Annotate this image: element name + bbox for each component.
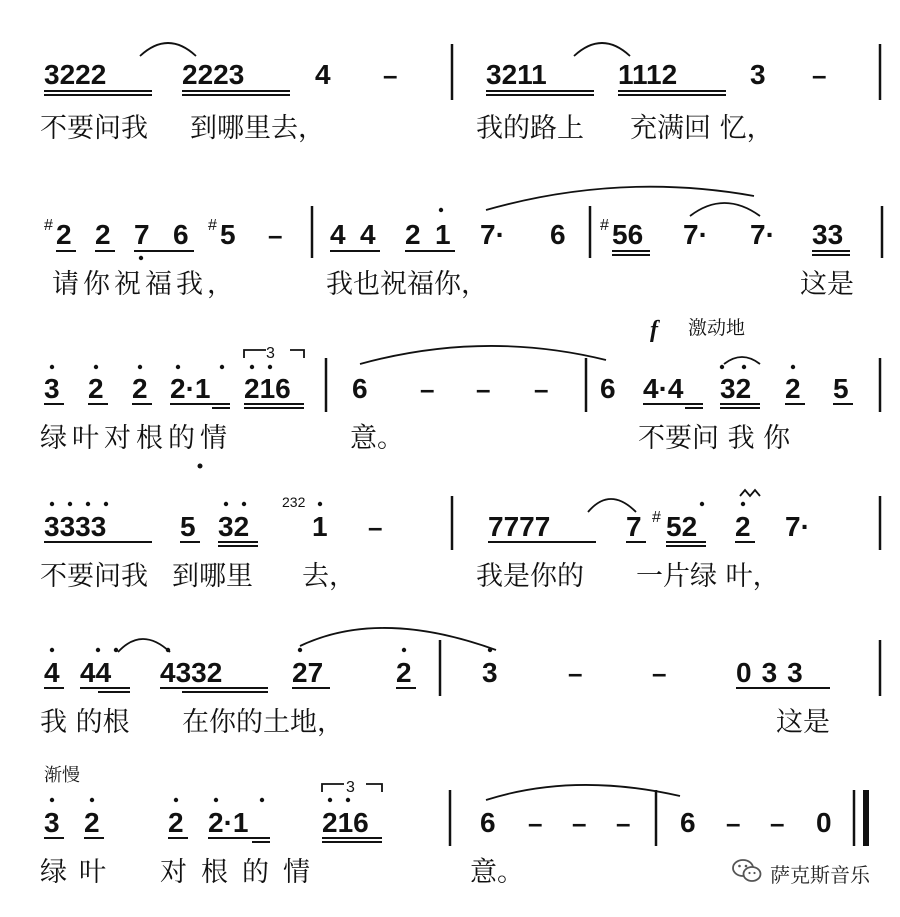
- wechat-icon: [732, 858, 762, 889]
- note: 0: [816, 807, 832, 838]
- mordent: [740, 490, 760, 496]
- dash: –: [572, 808, 587, 838]
- dash: –: [726, 808, 741, 838]
- expression-text: 激动地: [688, 317, 746, 339]
- note-group: 033: [736, 657, 813, 688]
- note: 5: [220, 219, 236, 250]
- lyric: 不要问 我 你: [638, 423, 791, 454]
- lyric: 在你的土地，: [182, 707, 344, 738]
- dash: –: [476, 374, 491, 404]
- slur: [724, 357, 760, 364]
- slur: [486, 187, 754, 210]
- watermark-text: 萨克斯音乐: [770, 863, 870, 887]
- note-group: 4332: [160, 657, 223, 688]
- note: 4: [330, 219, 346, 250]
- triplet-number: 3: [266, 345, 275, 362]
- lyric: 意。: [350, 423, 404, 454]
- sharp: #: [652, 509, 661, 526]
- note-group: 52: [666, 511, 698, 542]
- lyric: 我也祝福你，: [326, 269, 488, 300]
- note-group: 2·1: [170, 373, 211, 404]
- note: 2: [84, 807, 100, 838]
- note-group: 216: [244, 373, 291, 404]
- octave-dot: [214, 798, 218, 802]
- octave-dot: [90, 798, 94, 802]
- lyrics-row-5: [0, 706, 900, 740]
- note: 1: [312, 511, 328, 542]
- note: 1: [435, 219, 451, 250]
- octave-dot: [220, 365, 224, 369]
- notes-row-1: [0, 58, 900, 98]
- note: 3: [44, 807, 60, 838]
- notes-row-4: [0, 510, 900, 550]
- note: 2: [396, 657, 412, 688]
- lyric: 这是: [800, 269, 854, 300]
- octave-dot: [104, 502, 108, 506]
- lyric: 去，: [302, 561, 356, 592]
- watermark: [732, 858, 870, 889]
- note: 2: [785, 373, 801, 404]
- octave-dot: [439, 208, 443, 212]
- slur: [300, 628, 496, 650]
- note: 7·: [785, 511, 810, 542]
- slur: [118, 639, 170, 652]
- note: 2: [405, 219, 421, 250]
- octave-dot: [138, 365, 142, 369]
- note: 3: [44, 373, 60, 404]
- note: 6: [352, 373, 368, 404]
- octave-dot: [50, 365, 54, 369]
- note-group: 32: [218, 511, 250, 542]
- note-group: 33: [812, 219, 844, 250]
- octave-dot: [96, 648, 100, 652]
- note-group: 3333: [44, 511, 107, 542]
- note-group: 4·4: [643, 373, 684, 404]
- sharp: #: [44, 217, 53, 234]
- octave-dot: [50, 798, 54, 802]
- lyric: 绿叶对根的情: [40, 423, 232, 454]
- dash: –: [812, 60, 827, 90]
- lyric: 意。: [470, 857, 524, 888]
- octave-dot: [86, 502, 90, 506]
- dash: –: [368, 512, 383, 542]
- slur: [140, 43, 196, 56]
- note-group: 3211: [486, 59, 547, 90]
- lyrics-row-1: [0, 112, 900, 146]
- slur: [360, 346, 606, 364]
- tempo-marking: 渐慢: [44, 765, 80, 786]
- octave-dot: [328, 798, 332, 802]
- note: 6: [680, 807, 696, 838]
- dash: –: [616, 808, 631, 838]
- lyric: 这是: [776, 707, 830, 738]
- lyric: 不要问我: [40, 113, 148, 144]
- octave-dot: [166, 648, 170, 652]
- dash: –: [528, 808, 543, 838]
- note: 7: [134, 219, 150, 250]
- dash: –: [568, 658, 583, 688]
- lyric: 充满回 忆，: [630, 113, 774, 144]
- lyric: 绿叶: [40, 857, 118, 888]
- octave-dot: [402, 648, 406, 652]
- dynamic-forte: f: [650, 317, 658, 343]
- note: 3: [750, 59, 766, 90]
- note: 2: [95, 219, 111, 250]
- octave-dot: [741, 502, 745, 506]
- note: 2: [735, 511, 751, 542]
- lyric: 请你祝福我，: [52, 269, 238, 300]
- note-group: 1112: [618, 59, 678, 90]
- note: 5: [180, 511, 196, 542]
- note: 6: [173, 219, 189, 250]
- sharp: #: [208, 217, 217, 234]
- note: 4: [360, 219, 376, 250]
- note-group: 7777: [488, 511, 551, 542]
- lyric: 不要问我: [40, 561, 148, 592]
- note: 7·: [480, 219, 505, 250]
- accent-dot: [198, 464, 203, 469]
- notes-row-6: [0, 806, 900, 846]
- octave-dot: [176, 365, 180, 369]
- lyric: 对根的情: [160, 857, 324, 888]
- triplet-number: 3: [346, 779, 355, 796]
- notes-row-2: [0, 218, 900, 258]
- lyric: 一片绿 叶，: [636, 561, 780, 592]
- octave-dot: [224, 502, 228, 506]
- octave-dot: [174, 798, 178, 802]
- slur: [574, 43, 630, 56]
- slur: [690, 203, 760, 216]
- note: 6: [600, 373, 616, 404]
- note-group: 27: [292, 657, 324, 688]
- note: 4: [315, 59, 331, 90]
- notes-row-5: [0, 656, 900, 696]
- octave-dot: [114, 648, 118, 652]
- octave-dot: [260, 798, 264, 802]
- octave-dot: [94, 365, 98, 369]
- octave-dot: [488, 648, 492, 652]
- lyric: 到哪里: [172, 561, 253, 592]
- note: 2: [132, 373, 148, 404]
- notes-row-3: [0, 372, 900, 412]
- dash: –: [770, 808, 785, 838]
- note-group: 3222: [44, 59, 107, 90]
- dash: –: [383, 60, 398, 90]
- lyric: 我的路上: [476, 113, 584, 144]
- note-group: 44: [80, 657, 112, 688]
- lyric: 我 的根: [40, 707, 130, 738]
- note: 7·: [750, 219, 775, 250]
- note: 6: [550, 219, 566, 250]
- note-group: 32: [720, 373, 752, 404]
- lyrics-row-4: [0, 560, 900, 594]
- lyrics-row-3: [0, 422, 900, 456]
- note: 4: [44, 657, 60, 688]
- sharp: #: [600, 217, 609, 234]
- octave-dot: [242, 502, 246, 506]
- octave-dot: [791, 365, 795, 369]
- dash: –: [534, 374, 549, 404]
- octave-dot: [742, 365, 746, 369]
- grace-notes: 232: [282, 494, 306, 510]
- dash: –: [268, 220, 283, 250]
- lyric: 到哪里去，: [190, 113, 325, 144]
- octave-dot: [720, 365, 724, 369]
- octave-dot: [68, 502, 72, 506]
- note: 5: [833, 373, 849, 404]
- slur: [486, 785, 680, 800]
- dash: –: [652, 658, 667, 688]
- octave-dot: [50, 502, 54, 506]
- octave-dot: [298, 648, 302, 652]
- note: 7: [626, 511, 642, 542]
- lyrics-row-2: [0, 268, 900, 302]
- lyric: 我是你的: [476, 561, 584, 592]
- note: 3: [482, 657, 498, 688]
- octave-dot: [318, 502, 322, 506]
- octave-dot: [250, 365, 254, 369]
- note-group: 2·1: [208, 807, 249, 838]
- note-group: 2223: [182, 59, 245, 90]
- octave-dot: [700, 502, 704, 506]
- dash: –: [420, 374, 435, 404]
- note: 6: [480, 807, 496, 838]
- note: 2: [168, 807, 184, 838]
- note: 2: [88, 373, 104, 404]
- note-group: 56: [612, 219, 644, 250]
- note: 2: [56, 219, 72, 250]
- note-group: 216: [322, 807, 369, 838]
- octave-dot: [50, 648, 54, 652]
- note: 7·: [683, 219, 708, 250]
